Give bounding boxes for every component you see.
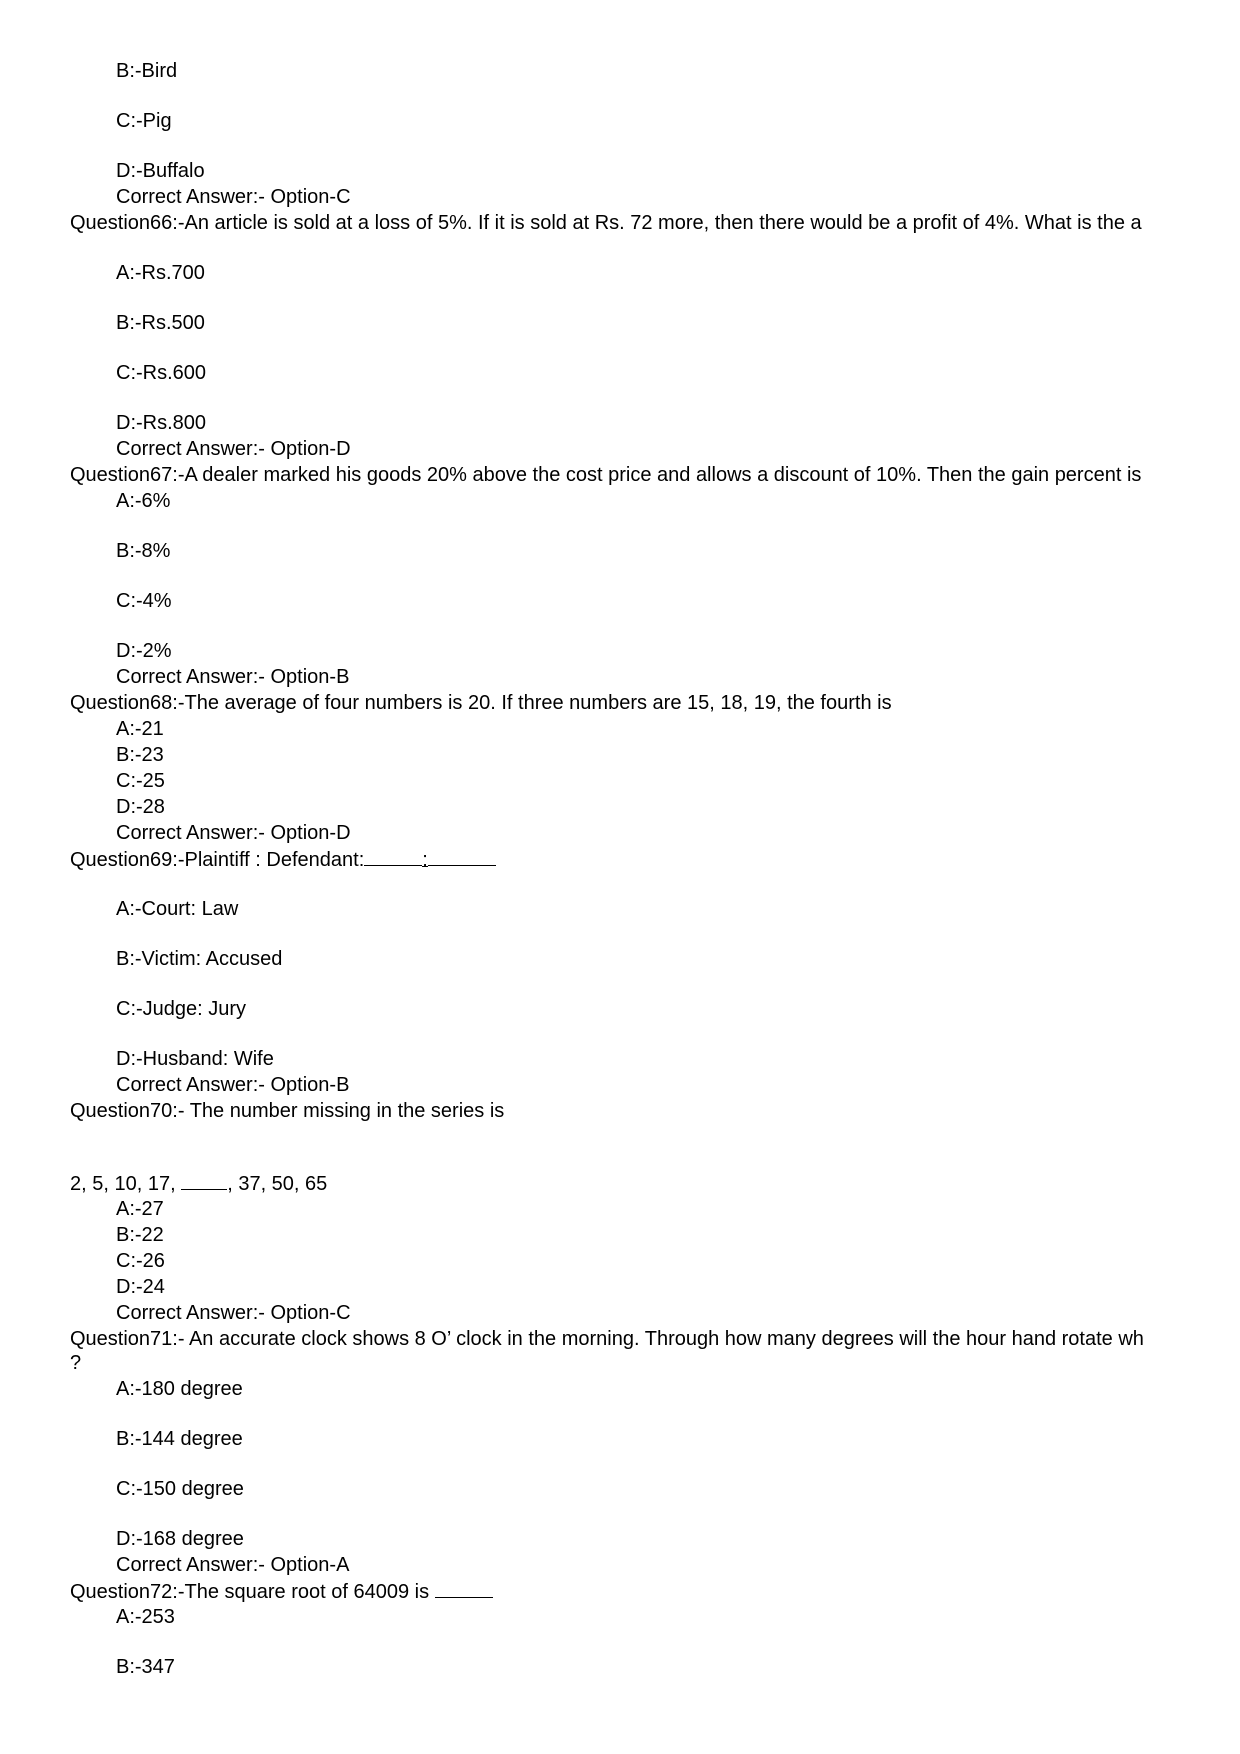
q71-option-d: D:-168 degree (116, 1528, 244, 1550)
q67-option-b: B:-8% (116, 540, 171, 562)
q65-option-d: D:-Buffalo (116, 160, 205, 182)
q69-question-text (70, 847, 1188, 872)
q72-question-text (70, 1579, 1188, 1604)
q70-series-start: 2, 5, 10, 17, (70, 1173, 182, 1195)
q66-correct-answer: Correct Answer:- Option-D (116, 438, 351, 460)
q72-answer-blank (435, 1579, 493, 1598)
q66-option-b: B:-Rs.500 (116, 312, 205, 334)
q72-option-a: A:-253 (116, 1606, 175, 1628)
q70-series-end: , 37, 50, 65 (227, 1173, 328, 1195)
q70-series-blank (181, 1171, 227, 1190)
q67-option-a: A:-6% (116, 490, 171, 512)
q69-blank-2 (428, 847, 496, 866)
q65-option-b: B:-Bird (116, 60, 178, 82)
q66-question-text: Question66:-An article is sold at a loss of 5%. If it is sold at Rs. 72 more, then there would be a profit of 4%. What is the a (70, 212, 1142, 234)
q69-option-b: B:-Victim: Accused (116, 948, 283, 970)
q72-question-start: Question72:-The square root of 64009 is (70, 1581, 435, 1603)
q68-question-text: Question68:-The average of four numbers is 20. If three numbers are 15, 18, 19, the fourth is (70, 692, 892, 714)
q70-option-b: B:-22 (116, 1224, 164, 1246)
q71-option-c: C:-150 degree (116, 1478, 244, 1500)
q68-correct-answer: Correct Answer:- Option-D (116, 822, 351, 844)
q71-option-b: B:-144 degree (116, 1428, 243, 1450)
q72-option-b: B:-347 (116, 1656, 175, 1678)
q69-option-d: D:-Husband: Wife (116, 1048, 274, 1070)
q68-option-a: A:-21 (116, 718, 164, 740)
q66-option-a: A:-Rs.700 (116, 262, 205, 284)
q69-blank-1 (364, 847, 422, 866)
q67-correct-answer: Correct Answer:- Option-B (116, 666, 350, 688)
q71-option-a: A:-180 degree (116, 1378, 243, 1400)
q68-option-c: C:-25 (116, 770, 165, 792)
q70-question-text: Question70:- The number missing in the series is (70, 1100, 505, 1122)
q67-option-c: C:-4% (116, 590, 172, 612)
q70-option-d: D:-24 (116, 1276, 165, 1298)
q70-option-c: C:-26 (116, 1250, 165, 1272)
q69-question-start: Question69:-Plaintiff : Defendant: (70, 849, 365, 871)
q70-number-series (70, 1171, 1188, 1196)
q69-correct-answer: Correct Answer:- Option-B (116, 1074, 350, 1096)
q69-separator: : (422, 849, 428, 871)
q65-option-c: C:-Pig (116, 110, 172, 132)
q65-correct-answer: Correct Answer:- Option-C (116, 186, 351, 208)
q68-option-d: D:-28 (116, 796, 165, 818)
q68-option-b: B:-23 (116, 744, 164, 766)
q71-question-continuation: ? (70, 1352, 82, 1374)
q66-option-c: C:-Rs.600 (116, 362, 207, 384)
q71-question-text: Question71:- An accurate clock shows 8 O’ clock in the morning. Through how many degrees will the hour hand rotate wh (70, 1328, 1144, 1350)
q70-option-a: A:-27 (116, 1198, 164, 1220)
q67-option-d: D:-2% (116, 640, 172, 662)
q67-question-text: Question67:-A dealer marked his goods 20% above the cost price and allows a discount of 10%. Then the gain percent is (70, 464, 1142, 486)
q71-correct-answer: Correct Answer:- Option-A (116, 1554, 350, 1576)
q66-option-d: D:-Rs.800 (116, 412, 207, 434)
q70-correct-answer: Correct Answer:- Option-C (116, 1302, 351, 1324)
q69-option-a: A:-Court: Law (116, 898, 239, 920)
q69-option-c: C:-Judge: Jury (116, 998, 247, 1020)
